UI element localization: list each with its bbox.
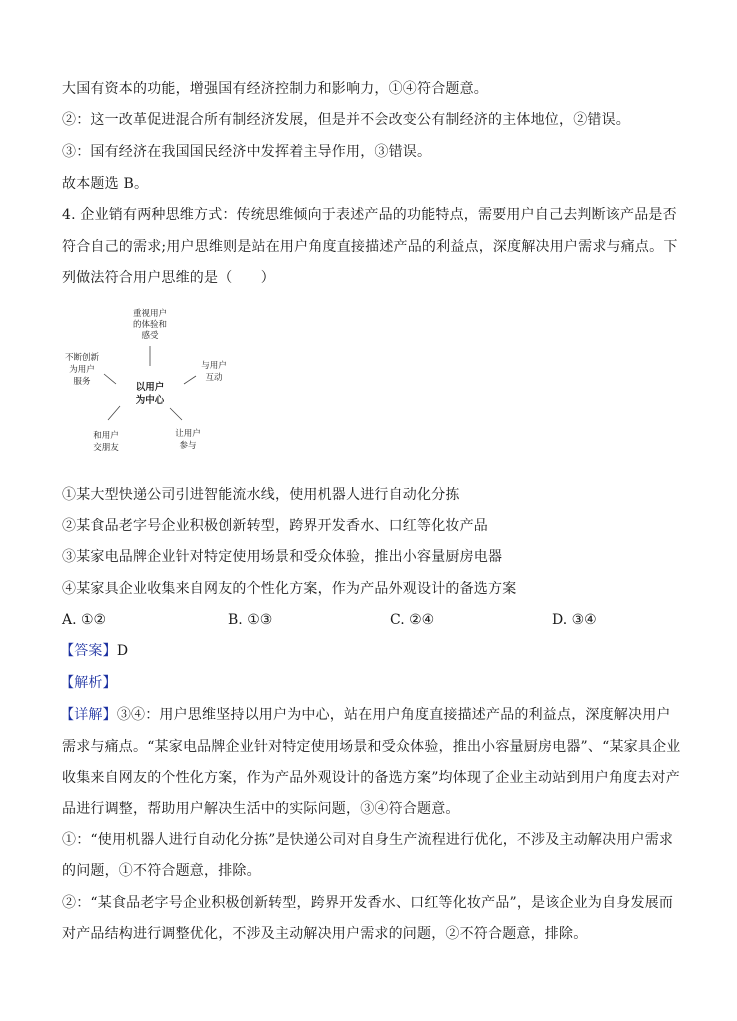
answer-line [60, 641, 128, 661]
option-b: B. ①③ [228, 612, 273, 628]
answer-value: D [116, 643, 129, 659]
right-label-1: 与用户 [201, 361, 227, 371]
detail-line-8: 对产品结构进行调整优化，不涉及主动解决用户需求的问题，②不符合题意，排除。 [62, 926, 588, 942]
bottom-right-label-1: 让用户 [175, 429, 201, 439]
right-label-2: 互动 [205, 373, 223, 383]
detail-line-3: 收集来自网友的个性化方案，作为产品外观设计的备选方案”均体现了企业主动站到用户角度去对产 [62, 770, 680, 786]
bottom-left-label-2: 交朋友 [93, 443, 119, 453]
statement-4: ④某家具企业收集来自网友的个性化方案，作为产品外观设计的备选方案 [62, 581, 517, 597]
detail-line-5: ①：“使用机器人进行自动化分拣”是快递公司对自身生产流程进行优化，不涉及主动解决用户需求 [62, 832, 674, 848]
detail-line-4: 品进行调整，帮助用户解决生活中的实际问题，③④符合题意。 [62, 801, 460, 817]
explanation-line-2: ②：这一改革促进混合所有制经济发展，但是并不会改变公有制经济的主体地位，②错误。 [62, 112, 630, 128]
center-label-1: 以用户 [135, 382, 165, 393]
left-label-2: 为用户 [69, 365, 95, 375]
analysis-line [60, 673, 117, 693]
detail-line-1 [60, 705, 671, 725]
option-d: D. ③④ [552, 612, 597, 628]
top-label-1: 重视用户 [132, 309, 168, 319]
left-label-3: 服务 [73, 377, 91, 387]
explanation-line-1: 大国有资本的功能，增强国有经济控制力和影响力，①④符合题意。 [62, 81, 488, 97]
statement-1: ①某大型快递公司引进智能流水线，使用机器人进行自动化分拣 [62, 487, 460, 503]
detail-tag: 【详解】 [60, 707, 117, 723]
detail-line-2: 需求与痛点。“某家电品牌企业针对特定使用场景和受众体验，推出小容量厨房电器”、“某家具企业 [62, 739, 681, 755]
explanation-line-3: ③：国有经济在我国国民经济中发挥着主导作用，③错误。 [62, 144, 432, 160]
conclusion-line: 故本题选 B。 [62, 176, 149, 192]
answer-tag: 【答案】 [60, 643, 117, 659]
detail-first-text: ③④：用户思维坚持以用户为中心，站在用户角度直接描述产品的利益点，深度解决用户 [116, 707, 671, 723]
question-stem-line-3: 列做法符合用户思维的是（ ） [62, 270, 275, 286]
question-stem-line-1: 4. 企业销有两种思维方式：传统思维倾向于表述产品的功能特点，需要用户自己去判断该产品是否 [62, 207, 677, 223]
connector-left [104, 374, 116, 384]
bottom-right-label-2: 参与 [179, 441, 197, 451]
top-label-2: 的体验和 [132, 320, 168, 330]
user-centric-diagram [58, 298, 258, 470]
left-label-1: 不断创新 [64, 353, 100, 363]
question-stem-line-2: 符合自己的需求;用户思维则是站在用户角度直接描述产品的利益点，深度解决用户需求与痛点。下 [62, 239, 678, 255]
detail-line-7: ②：“某食品老字号企业积极创新转型，跨界开发香水、口红等化妆产品”，是该企业为自身发展而 [62, 895, 674, 911]
statement-2: ②某食品老字号企业积极创新转型，跨界开发香水、口红等化妆产品 [62, 518, 488, 534]
statement-3: ③某家电品牌企业针对特定使用场景和受众体验，推出小容量厨房电器 [62, 549, 503, 565]
top-label-3: 感受 [141, 331, 159, 341]
bottom-left-label-1: 和用户 [93, 431, 119, 441]
connector-right [184, 376, 196, 384]
option-a: A. ①② [62, 612, 107, 628]
option-c: C. ②④ [390, 612, 435, 628]
connector-bottom-right [170, 408, 182, 420]
connector-bottom-left [108, 406, 120, 420]
center-label-2: 为中心 [135, 395, 165, 406]
analysis-tag: 【解析】 [60, 675, 117, 691]
detail-line-6: 的问题，①不符合题意，排除。 [62, 863, 261, 879]
